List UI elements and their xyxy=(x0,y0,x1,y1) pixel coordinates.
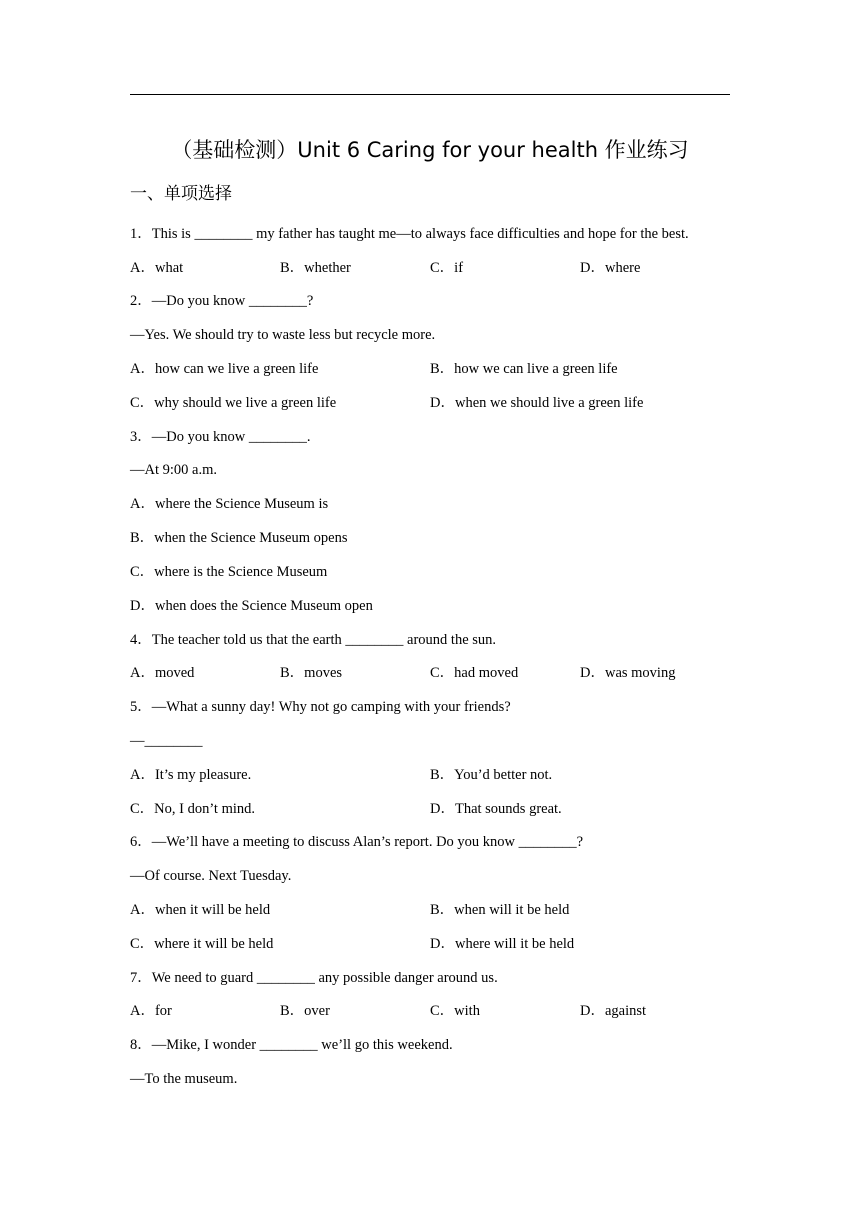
question-stem: 7．We need to guard ________ any possible danger around us. xyxy=(130,970,498,986)
question-stem: 5．—What a sunny day! Why not go camping with your friends? xyxy=(130,699,511,715)
question-response: —Of course. Next Tuesday. xyxy=(130,868,292,884)
option-d: D．when we should live a green life xyxy=(430,395,644,411)
question-response: —At 9:00 a.m. xyxy=(130,462,217,478)
option-d: D．where xyxy=(580,260,641,276)
option-d: D．against xyxy=(580,1003,647,1019)
option-a: A．for xyxy=(130,1003,172,1019)
option-c: C．had moved xyxy=(430,665,519,681)
question-response: —________ xyxy=(130,733,203,749)
option-a: A．how can we live a green life xyxy=(130,361,319,377)
page-title: （基础检测）Unit 6 Caring for your health 作业练习 xyxy=(171,138,689,162)
option-d: D．was moving xyxy=(580,665,676,681)
header-rule xyxy=(130,94,730,95)
question-stem: 2．—Do you know ________? xyxy=(130,293,314,309)
option-b: B．You’d better not. xyxy=(430,767,553,783)
question-response: —Yes. We should try to waste less but recycle more. xyxy=(130,327,436,343)
option-b: B．over xyxy=(280,1003,330,1019)
option-c: C．why should we live a green life xyxy=(130,395,337,411)
option-d: D．when does the Science Museum open xyxy=(130,598,373,614)
option-c: C．if xyxy=(430,260,464,276)
option-b: B．whether xyxy=(280,260,351,276)
option-b: B．how we can live a green life xyxy=(430,361,618,377)
option-d: D．where will it be held xyxy=(430,936,575,952)
question-stem: 6．—We’ll have a meeting to discuss Alan’s report. Do you know ________? xyxy=(130,834,584,850)
option-c: C．No, I don’t mind. xyxy=(130,801,255,817)
option-a: A．moved xyxy=(130,665,195,681)
option-a: A．where the Science Museum is xyxy=(130,496,329,512)
option-c: C．with xyxy=(430,1003,480,1019)
option-a: A．what xyxy=(130,260,184,276)
question-stem: 1．This is ________ my father has taught me—to always face difficulties and hope for the best. xyxy=(130,226,689,242)
option-b: B．moves xyxy=(280,665,343,681)
option-d: D．That sounds great. xyxy=(430,801,562,817)
question-stem: 8．—Mike, I wonder ________ we’ll go this weekend. xyxy=(130,1037,453,1053)
option-a: A．when it will be held xyxy=(130,902,271,918)
option-c: C．where it will be held xyxy=(130,936,274,952)
option-b: B．when the Science Museum opens xyxy=(130,530,348,546)
option-b: B．when will it be held xyxy=(430,902,570,918)
question-stem: 4．The teacher told us that the earth ________ around the sun. xyxy=(130,632,497,648)
section-heading: 一、单项选择 xyxy=(130,184,232,204)
option-c: C．where is the Science Museum xyxy=(130,564,328,580)
question-response: —To the museum. xyxy=(130,1071,238,1087)
question-stem: 3．—Do you know ________. xyxy=(130,429,311,445)
option-a: A．It’s my pleasure. xyxy=(130,767,252,783)
